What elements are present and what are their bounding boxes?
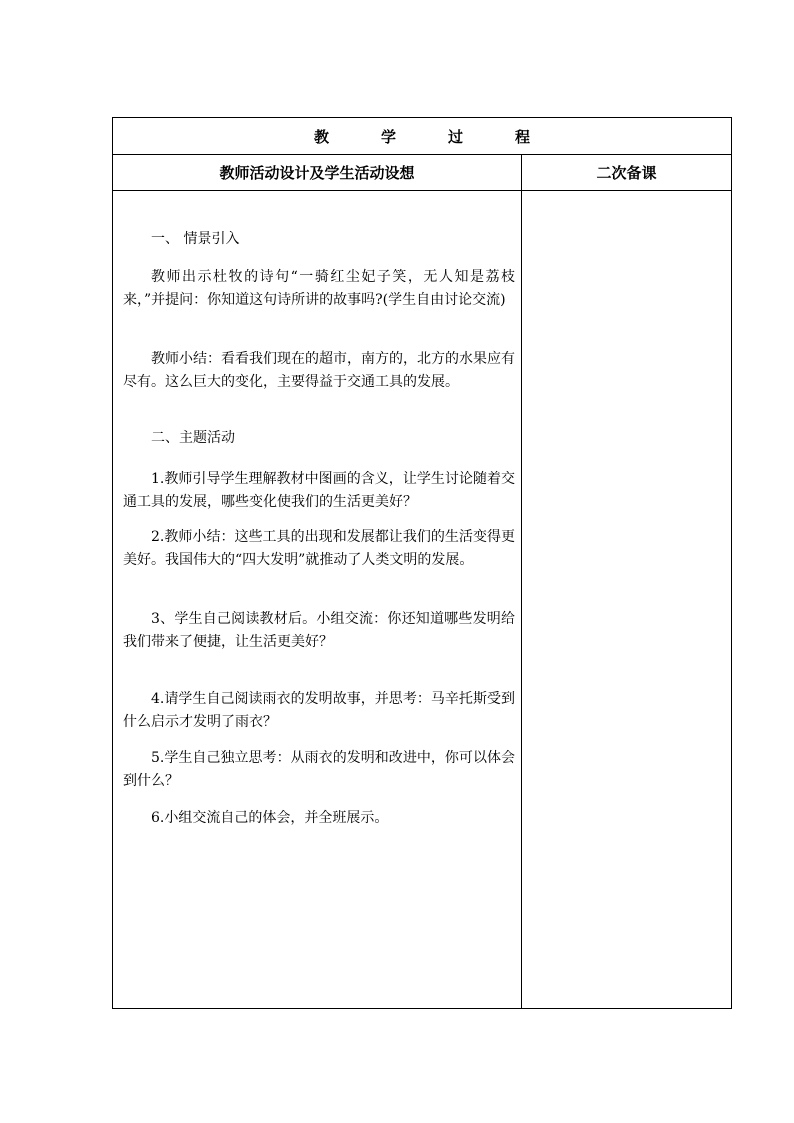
table-title <box>113 118 731 155</box>
column-header-second-prep: 二次备课 <box>596 163 657 182</box>
paragraph: 4.请学生自己阅读雨衣的发明故事，并思考：马辛托斯受到什么启示才发明了雨衣？ <box>123 691 515 730</box>
column-divider <box>521 154 522 1008</box>
title-char: 过 <box>448 127 464 146</box>
title-char: 学 <box>380 127 396 146</box>
column-header-row <box>113 154 731 191</box>
paragraph: 6.小组交流自己的体会，并全班展示。 <box>151 810 389 826</box>
paragraph: 3、学生自己阅读教材后。小组交流：你还知道哪些发明给我们带来了便捷，让生活更美好？ <box>123 611 515 650</box>
paragraph: 1.教师引导学生理解教材中图画的含义，让学生讨论随着交通工具的发展，哪些变化使我们的生活更美好？ <box>123 471 515 510</box>
title-char: 教 <box>313 127 329 146</box>
column-header-activities: 教师活动设计及学生活动设想 <box>219 163 415 182</box>
paragraph: 5.学生自己独立思考：从雨衣的发明和改进中，你可以体会到什么？ <box>123 750 515 789</box>
paragraph: 教师小结：看看我们现在的超市，南方的，北方的水果应有尽有。这么巨大的变化，主要得益于交通工具的发展。 <box>123 351 515 390</box>
section-heading-activities: 二、主题活动 <box>151 430 235 446</box>
lesson-table <box>112 117 732 1009</box>
title-char: 程 <box>515 127 531 146</box>
paragraph: 2.教师小结：这些工具的出现和发展都让我们的生活变得更美好。我国伟大的“四大发明”就推动了人类文明的发展。 <box>123 529 515 568</box>
section-heading-intro: 一、 情景引入 <box>151 231 240 247</box>
paragraph: 教师出示杜牧的诗句“一骑红尘妃子笑，无人知是荔枝来，”并提问：你知道这句诗所讲的故事吗?(学生自由讨论交流) <box>123 269 515 308</box>
